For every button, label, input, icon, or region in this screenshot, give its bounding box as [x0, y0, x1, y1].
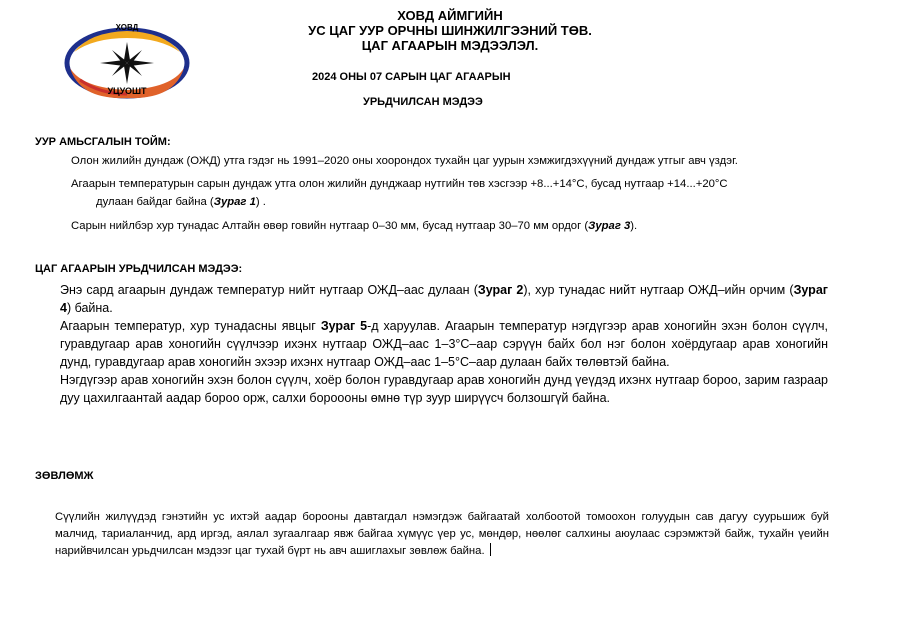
- advice-paragraph[interactable]: [55, 509, 829, 560]
- header-line-1: ХОВД АЙМГИЙН: [397, 8, 503, 23]
- figure-2-ref: Зураг 2: [477, 283, 524, 297]
- forecast-p2-a: Агаарын температур, хур тунадасны явцыг: [60, 319, 321, 333]
- forecast-heading: ЦАГ АГААРЫН УРЬДЧИЛСАН МЭДЭЭ:: [35, 263, 243, 275]
- climate-paragraph-3-text: Сарын нийлбэр хур тунадас Алтайн өвөр говийн нутгаар 0–30 мм, бусад нутгаар 30–70 мм ордог (: [71, 220, 589, 232]
- climate-paragraph-3-end: ).: [630, 220, 638, 232]
- forecast-body: [60, 281, 828, 407]
- figure-1-ref: Зураг 1: [213, 196, 256, 208]
- header-line-2: УС ЦАГ УУР ОРЧНЫ ШИНЖИЛГЭЭНИЙ ТӨВ.: [308, 23, 592, 38]
- climate-paragraph-3: [71, 218, 637, 234]
- figure-4-ref: Зураг 4: [60, 283, 828, 315]
- climate-paragraph-2-line-2: [96, 194, 266, 210]
- logo-top-text: ХОВД: [115, 23, 139, 32]
- text-cursor: [490, 543, 491, 556]
- forecast-p1-b: ), хур тунадас нийт нутгаар ОЖД–ийн орчим (: [523, 283, 794, 297]
- forecast-paragraph-3: Нэгдүгээр арав хоногийн эхэн болон сүүлч, хоёр болон гуравдугаар арав хоногийн дунд үеүдэд ихэнх нутгаар бороо, зарим газраар дуу цахилгаантай аадар бороо орж, салхи бороооны өмнө түр зуур ширүүсч болзошгүй байна.: [60, 373, 828, 405]
- subtitle-forecast: УРЬДЧИЛСАН МЭДЭЭ: [363, 96, 483, 108]
- forecast-paragraph-1: [60, 281, 828, 317]
- document-header: [260, 8, 640, 53]
- figure-5-ref: Зураг 5: [320, 319, 368, 333]
- forecast-p2-b: -д харуулав. Агаарын температур нэгдүгээр арав хоногийн эхэн болон сүүлч, гуравдугаар арав хоногийн сүүлчээр ихэнх нутгаар ОЖД–аас 1–3°C–аар сэрүүн байх бол нэг болон хоёрдугаар арав хоногийн дунд, гуравдугаар арав хоногийн эхээр ихэнх нутгаар ОЖД–аас 1–5°C–аар дулаан байх төлөвтэй байна.: [60, 319, 829, 369]
- climate-paragraph-2-end: ) .: [255, 196, 266, 208]
- header-line-3: ЦАГ АГААРЫН МЭДЭЭЛЭЛ.: [361, 38, 539, 53]
- climate-paragraph-2-line-1: Агаарын температурын сарын дундаж утга олон жилийн дунджаар нутгийн төв хэсгээр +8...+14°C, бусад нутгаар +14...+20°C: [71, 178, 728, 190]
- climate-paragraph-2-text: дулаан байдаг байна (: [96, 196, 214, 208]
- advice-text: Сүүлийн жилүүдэд гэнэтийн ус ихтэй аадар борооны давтагдал нэмэгдэж байгаатай холбоотой томоохон голуудын сав дагуу суурьшиж буй малчид, тариаланчид, ард иргэд, аялал зугаалгаар явж байгаа хүмүүс үер ус, мөндөр, нөөлөг салхины аюулаас сэрэмжтэй байж, тухайн үеийн нарийвчилсан урьдчилсан мэдээг цаг тухай бүрт нь авч ашиглахыг зөвлөж байна.: [55, 511, 829, 557]
- logo-bottom-text: УЦУОШТ: [107, 86, 147, 96]
- climate-overview-heading: УУР АМЬСГАЛЫН ТОЙМ:: [35, 136, 171, 148]
- figure-3-ref: Зураг 3: [588, 220, 631, 232]
- climate-paragraph-1: Олон жилийн дундаж (ОЖД) утга гэдэг нь 1991–2020 оны хоорондох тухайн цаг уурын хэмжигдэхүүний дундаж утгыг авч үздэг.: [71, 155, 738, 167]
- subtitle-month: 2024 ОНЫ 07 САРЫН ЦАГ АГААРЫН: [312, 71, 511, 83]
- forecast-p1-a: Энэ сард агаарын дундаж температур нийт нутгаар ОЖД–аас дулаан (: [60, 283, 478, 297]
- ucuosht-logo: [60, 22, 194, 104]
- advice-heading: ЗӨВЛӨМЖ: [35, 470, 94, 482]
- forecast-paragraph-2: [60, 317, 828, 371]
- forecast-p1-c: ) байна.: [66, 301, 113, 315]
